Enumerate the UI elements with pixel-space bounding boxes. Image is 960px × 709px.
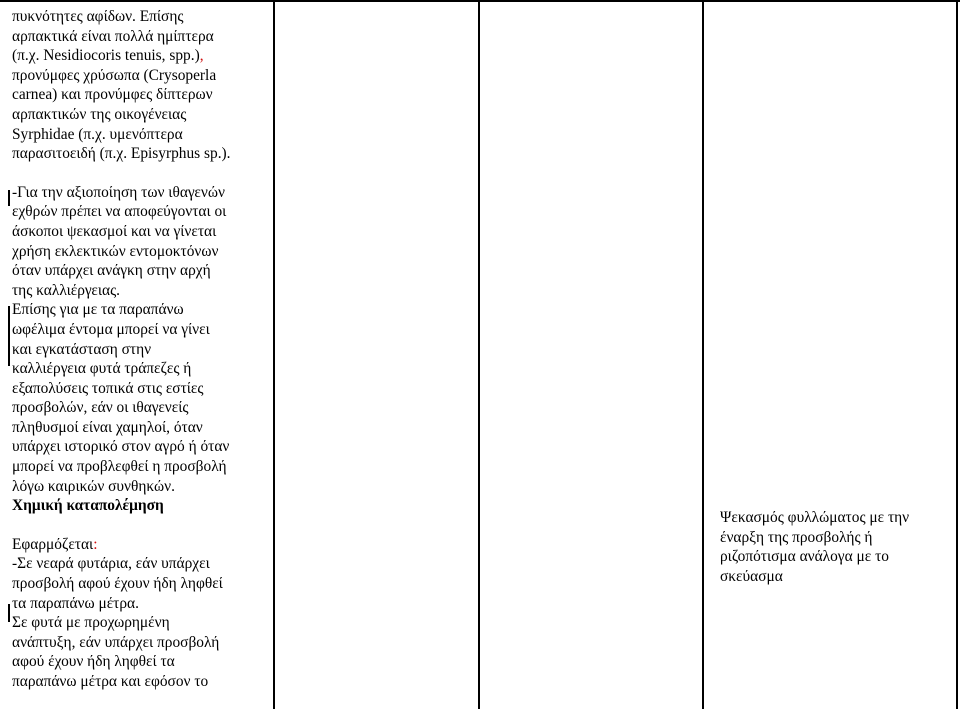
chemical-paragraph: -Σε νεαρά φυτάρια, εάν υπάρχει προσβολή αφού έχουν ήδη ληφθεί τα παραπάνω μέτρα. Σε φυτά με προχωρημένη ανάπτυξη, εάν υπάρχει προσβολή αφού έχουν ήδη ληφθεί τα παραπάνω μέτρα και εφόσον το (12, 555, 223, 690)
natives-paragraph: -Για την αξιοποίηση των ιθαγενών εχθρών πρέπει να αποφεύγονται οι άσκοποι ψεκασμοί και να γίνεται χρήση εκλεκτικών εντομοκτόνων όταν υπάρχει ανάγκη στην αρχή της καλλιέργειας. Επίσης για με τα παραπάνω ωφέλιμα έντομα μπορεί να γίνει και εγκατάσταση στην καλλιέργεια φυτά τράπεζες ή εξαπολύσεις τοπικά στις εστίες προσβολών, εάν οι ιθαγενείς πληθυσμοί είναι χαμηλοί, όταν υπάρχει ιστορικό στον αγρό ή όταν μπορεί να προβλεφθεί η προσβολή λόγω καιρικών συνθηκών. (12, 183, 230, 495)
applies-colon: : (93, 535, 98, 553)
column-divider-1 (273, 0, 275, 709)
intro-comma-mark: , (199, 47, 204, 65)
table-border-top (0, 0, 960, 2)
intro-paragraph (12, 7, 270, 164)
column-4-cell (720, 508, 952, 586)
column-1-cell (12, 7, 270, 692)
table-border-right (956, 0, 958, 709)
applies-label: Εφαρμόζεται (12, 535, 94, 553)
column-divider-2 (478, 0, 480, 709)
revision-marker (8, 604, 10, 622)
chemical-control-heading: Χημική καταπολέμηση (12, 497, 164, 515)
blank-line (12, 164, 270, 183)
spray-note: Ψεκασμός φυλλώματος με την έναρξη της προσβολής ή ριζοπότισμα ανάλογα με το σκεύασμα (720, 509, 910, 585)
applies-line (12, 535, 270, 555)
revision-marker (8, 190, 10, 206)
revision-marker (8, 306, 10, 366)
intro-text-part2: προνύμφες χρύσωπα (Crysoperla carnea) και προνύμφες δίπτερων αρπακτικών της οικογένειας Syrphidae (π.χ. υμενόπτερα παρασιτοειδή (π.χ. Episyrphus sp.). (12, 66, 231, 163)
intro-text-part1: πυκνότητες αφίδων. Επίσης αρπακτικά είναι πολλά ημίπτερα (π.χ. Nesidiocoris tenuis, spp.) (12, 8, 214, 65)
column-divider-3 (702, 0, 704, 709)
blank-line (12, 516, 270, 535)
